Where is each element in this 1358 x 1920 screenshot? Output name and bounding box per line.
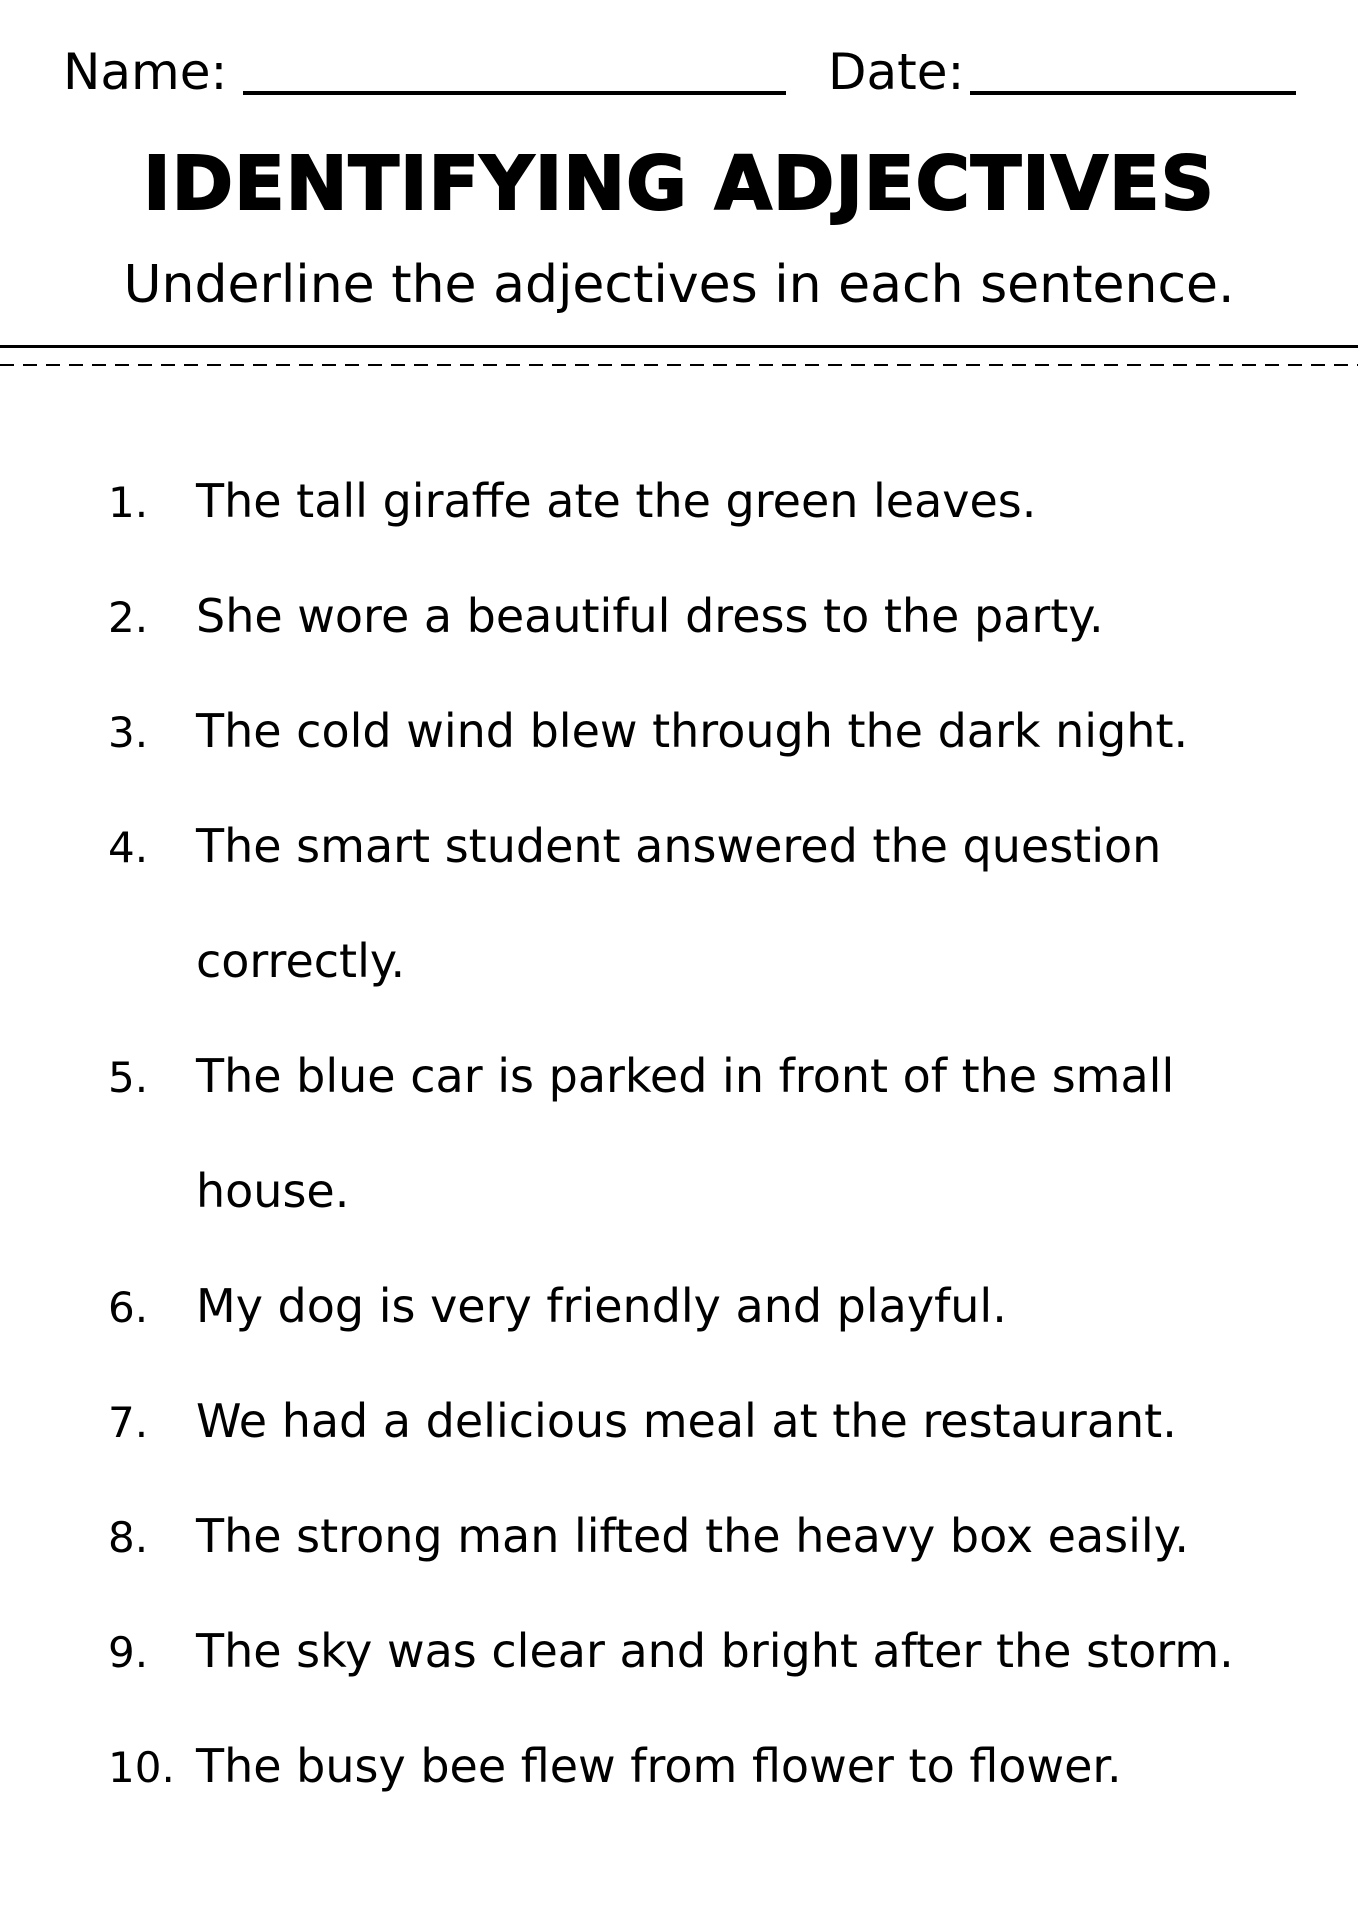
question-number: 10.	[108, 1743, 175, 1792]
question-number: 7.	[108, 1398, 149, 1447]
question-number: 3.	[108, 708, 149, 757]
question-sentence: She wore a beautiful dress to the party.	[196, 589, 1104, 643]
question-sentence: The strong man lifted the heavy box easily.	[196, 1509, 1189, 1563]
question-sentence: correctly.	[196, 934, 406, 988]
question-sentence: The tall giraffe ate the green leaves.	[196, 474, 1037, 528]
date-label: Date:	[828, 43, 965, 101]
question-number: 9.	[108, 1628, 149, 1677]
question-number: 6.	[108, 1283, 149, 1332]
question-sentence: The blue car is parked in front of the small	[196, 1049, 1175, 1103]
worksheet-title: IDENTIFYING ADJECTIVES	[143, 141, 1215, 227]
name-blank-line	[243, 91, 786, 95]
instruction-text: Underline the adjectives in each sentence.	[123, 255, 1235, 315]
question-number: 5.	[108, 1053, 149, 1102]
name-label: Name:	[63, 43, 228, 101]
question-sentence: The busy bee flew from flower to flower.	[196, 1739, 1122, 1793]
question-sentence: The cold wind blew through the dark night.	[196, 704, 1189, 758]
question-sentence: My dog is very friendly and playful.	[196, 1279, 1007, 1333]
question-number: 1.	[108, 478, 149, 527]
solid-divider	[0, 345, 1358, 348]
question-number: 4.	[108, 823, 149, 872]
question-sentence: The sky was clear and bright after the storm.	[196, 1624, 1234, 1678]
question-sentence: The smart student answered the question	[196, 819, 1162, 873]
question-sentence: house.	[196, 1164, 350, 1218]
question-number: 8.	[108, 1513, 149, 1562]
question-sentence: We had a delicious meal at the restaurant.	[196, 1394, 1177, 1448]
question-number: 2.	[108, 593, 149, 642]
dashed-divider	[0, 364, 1358, 366]
date-blank-line	[970, 91, 1296, 95]
